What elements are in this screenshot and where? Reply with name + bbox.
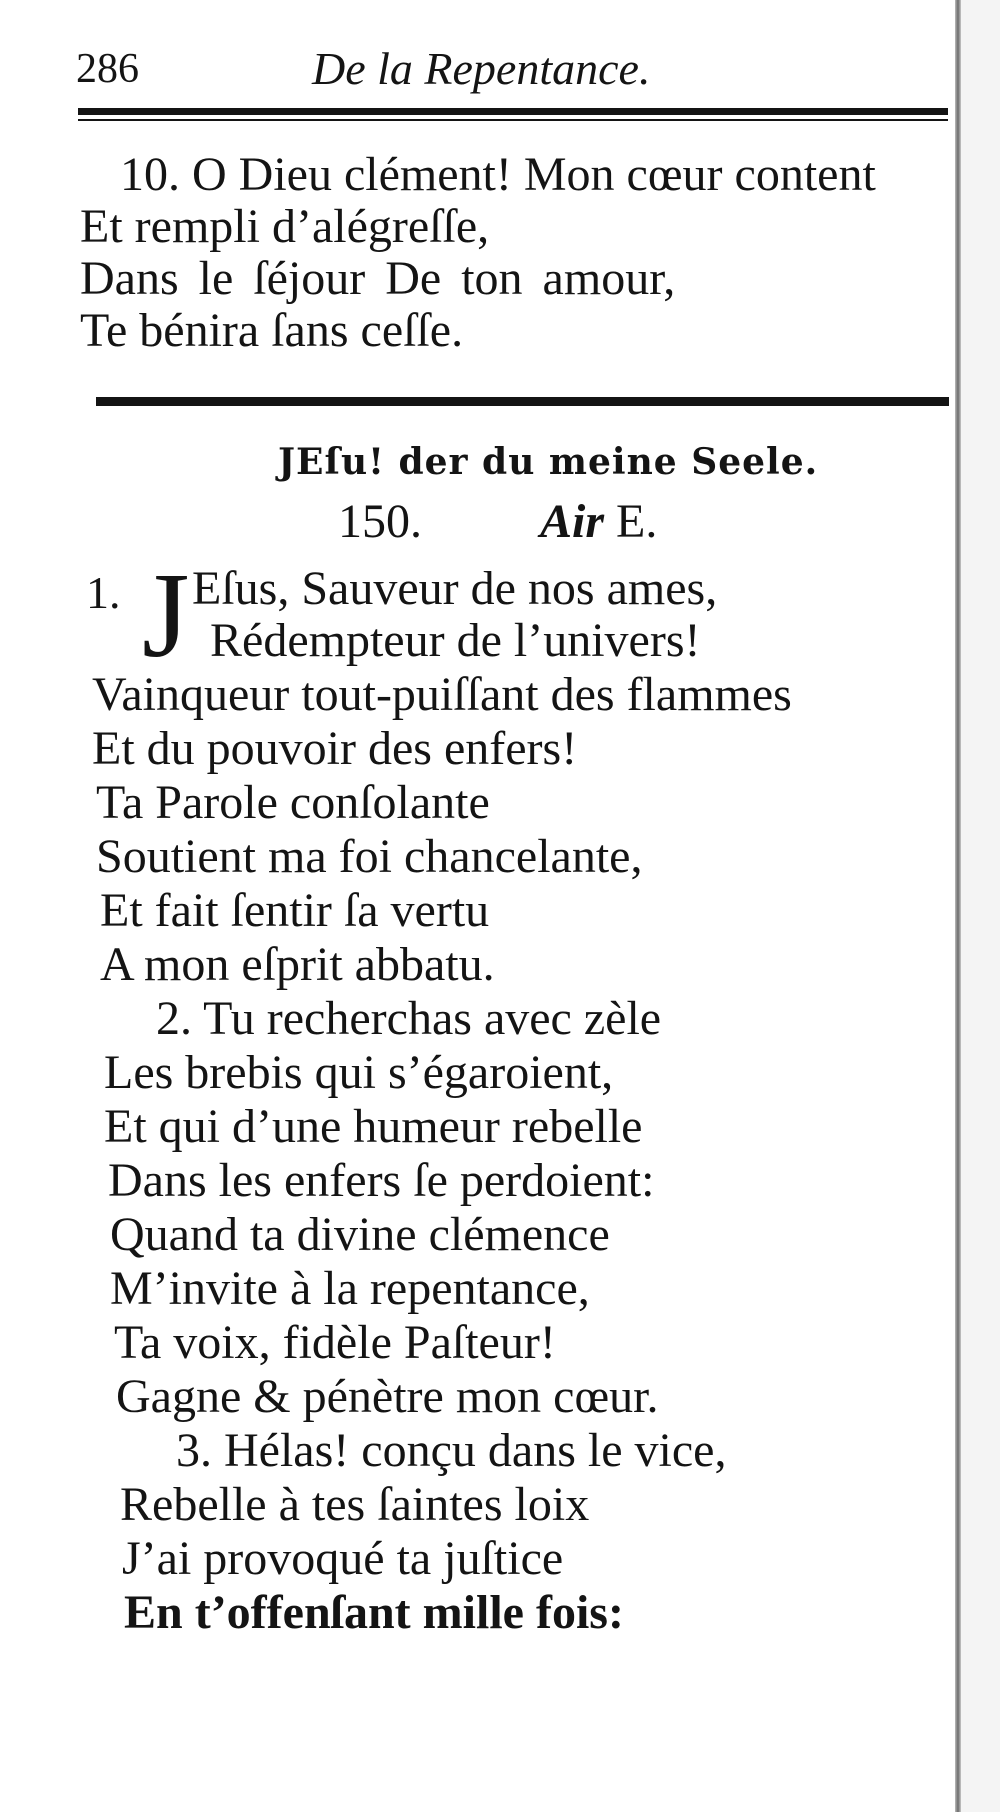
hymn-air <box>540 494 657 550</box>
verse-line: Soutient ma foi chancelante, <box>96 830 643 883</box>
page-margin-shadow <box>961 0 1000 1812</box>
verse-line: A mon eſprit abbatu. <box>100 938 495 991</box>
air-label: Air <box>540 495 605 548</box>
verse-line: En t’offenſant mille fois: <box>124 1586 624 1639</box>
verse-line: Ta Parole conſolante <box>96 776 490 829</box>
prev-line: Et rempli d’alégreſſe, <box>80 200 490 253</box>
header-rule-thin <box>78 119 948 121</box>
verse-line: Et du pouvoir des enfers! <box>92 722 578 775</box>
verse-line: 3. Hélas! conçu dans le vice, <box>176 1424 727 1477</box>
header-rule <box>78 108 948 115</box>
hymn-source-title: JEſu! der du meine Seele. <box>278 441 819 483</box>
verse-line: J’ai provoqué ta juſtice <box>122 1532 564 1585</box>
verse-line: Les brebis qui s’égaroient, <box>104 1046 614 1099</box>
air-value: E. <box>616 495 658 548</box>
prev-line: 10. O Dieu clément! Mon cœur content <box>120 148 876 201</box>
verse-line: Vainqueur tout-puiſſant des flammes <box>92 668 792 721</box>
verse-line: Quand ta divine clémence <box>110 1208 610 1261</box>
page-number: 286 <box>76 46 139 92</box>
prev-line: Dans le ſéjour De ton amour, <box>80 252 676 305</box>
verse-line: 2. Tu recherchas avec zèle <box>156 992 662 1045</box>
verse-line: Ta voix, fidèle Paſteur! <box>114 1316 556 1369</box>
verse-line: Rebelle à tes ſaintes loix <box>120 1478 590 1531</box>
running-title: De la Repentance. <box>312 43 651 94</box>
verse-line: Eſus, Sauveur de nos ames, <box>192 562 718 615</box>
verse-line: Gagne & pénètre mon cœur. <box>116 1370 659 1423</box>
verse-line: M’invite à la repentance, <box>110 1262 590 1315</box>
verse-line: Rédempteur de l’univers! <box>210 614 701 667</box>
verse-line: Et fait ſentir ſa vertu <box>100 884 490 937</box>
prev-line: Te bénira ſans ceſſe. <box>80 304 464 357</box>
page-edge <box>955 0 961 1812</box>
verse-line: Dans les enfers ſe perdoient: <box>108 1154 655 1207</box>
verse-line: Et qui d’une humeur rebelle <box>104 1100 643 1153</box>
drop-cap: J <box>142 548 190 683</box>
hymn-number: 150. <box>338 495 422 548</box>
verse-number: 1. <box>86 567 121 618</box>
section-rule <box>96 397 949 406</box>
